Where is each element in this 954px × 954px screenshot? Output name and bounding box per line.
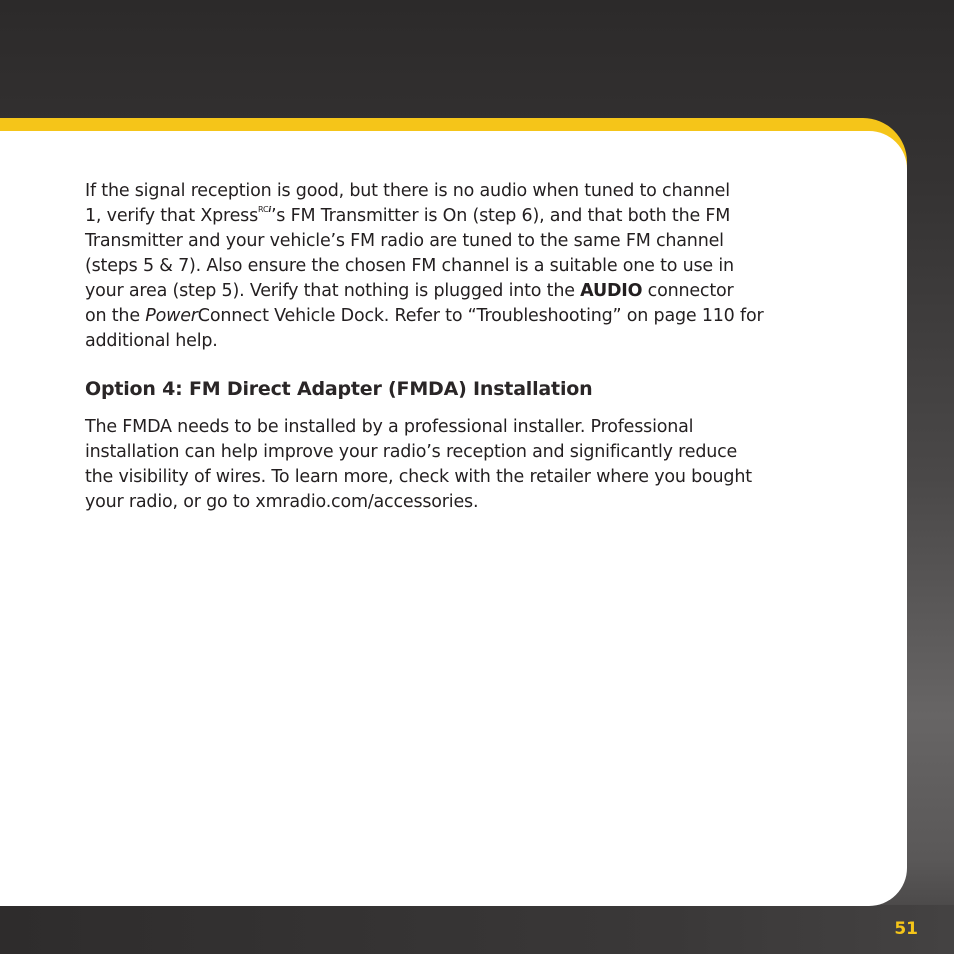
p2-line1: The FMDA needs to be installed by a professional installer. Professional [85, 417, 694, 437]
p1-line2-start: 1, verify that Xpress [85, 206, 259, 226]
page-number: 51 [894, 919, 918, 939]
p1-line3: Transmitter and your vehicle’s FM radio are tuned to the same FM channel [85, 231, 724, 251]
p1-line5-end: connector [642, 281, 734, 301]
footer-band [0, 905, 954, 954]
superscript-rc: RCi [258, 205, 271, 214]
paragraph-fm-transmitter [85, 179, 865, 354]
paragraph-fmda [85, 415, 865, 515]
power-italic: Power [145, 306, 198, 326]
p1-line5-start: your area (step 5). Verify that nothing is plugged into the [85, 281, 581, 301]
p2-line2: installation can help improve your radio’s reception and significantly reduce [85, 442, 738, 462]
p1-line6-end: Connect Vehicle Dock. Refer to “Troubleshooting” on page 110 for [197, 306, 764, 326]
p1-line6-start: on the [85, 306, 146, 326]
p2-line3: the visibility of wires. To learn more, check with the retailer where you bought [85, 467, 752, 487]
p2-line4: your radio, or go to xmradio.com/accessories. [85, 492, 479, 512]
audio-label: AUDIO [580, 281, 643, 301]
p1-line1: If the signal reception is good, but there is no audio when tuned to channel [85, 181, 730, 201]
p1-line2-end: ’s FM Transmitter is On (step 6), and that both the FM [270, 206, 731, 226]
section-heading: Option 4: FM Direct Adapter (FMDA) Installation [85, 378, 593, 400]
p1-line7: additional help. [85, 331, 218, 351]
p1-line4: (steps 5 & 7). Also ensure the chosen FM channel is a suitable one to use in [85, 256, 734, 276]
